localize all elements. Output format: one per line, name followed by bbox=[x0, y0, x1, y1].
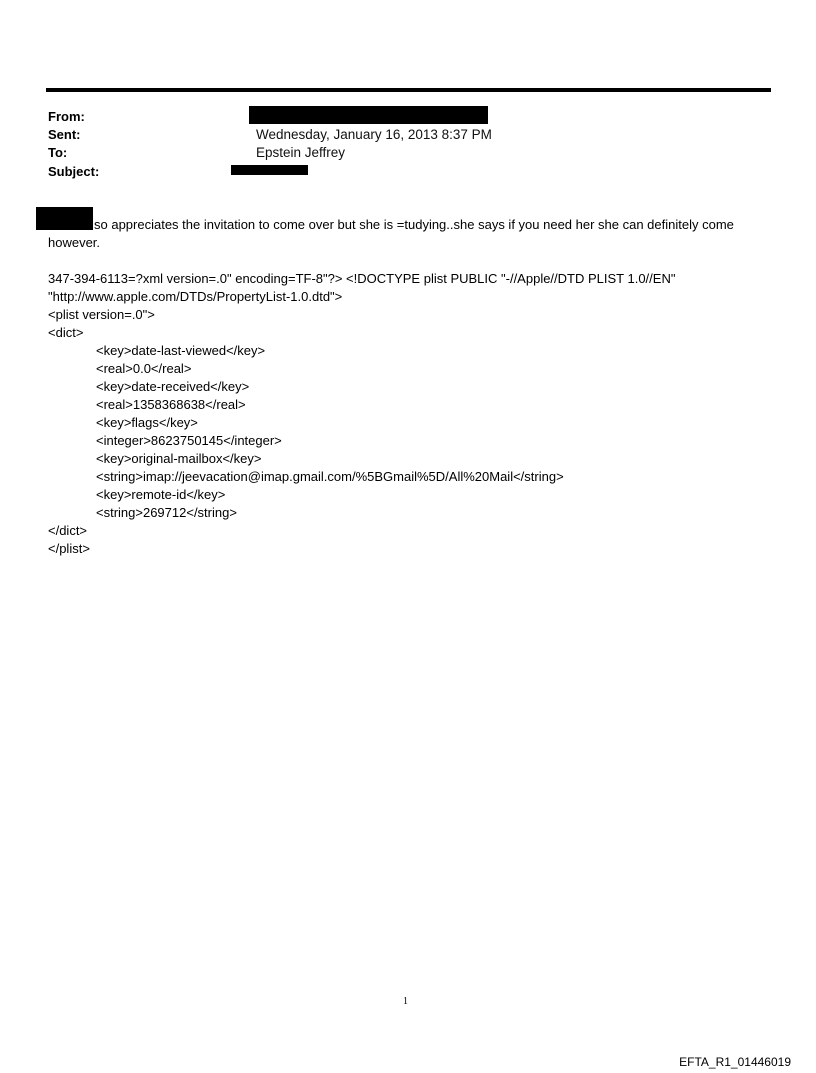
plist-line: </dict> bbox=[48, 523, 88, 538]
to-value: Epstein Jeffrey bbox=[256, 145, 346, 160]
plist-line: <string>269712</string> bbox=[96, 505, 237, 520]
plist-line: "http://www.apple.com/DTDs/PropertyList-1.0.dtd"> bbox=[48, 289, 343, 304]
to-label: To: bbox=[48, 145, 68, 160]
plist-line: <plist version=.0"> bbox=[48, 307, 155, 322]
sent-value: Wednesday, January 16, 2013 8:37 PM bbox=[256, 127, 492, 142]
plist-line: 347-394-6113=?xml version=.0" encoding=TF-8"?> <!DOCTYPE plist PUBLIC "-//Apple//DTD PLIST 1.0//EN" bbox=[48, 271, 676, 286]
from-redaction bbox=[249, 106, 488, 124]
plist-line: <key>remote-id</key> bbox=[96, 487, 226, 502]
document-id: EFTA_R1_01446019 bbox=[679, 1055, 791, 1069]
sent-label: Sent: bbox=[48, 127, 81, 142]
plist-line: <integer>8623750145</integer> bbox=[96, 433, 282, 448]
message-line-1: so appreciates the invitation to come over but she is =tudying..she says if you need her she can definitely come bbox=[94, 217, 734, 232]
page-number: 1 bbox=[403, 996, 408, 1007]
subject-redaction bbox=[231, 165, 308, 175]
plist-line: <key>date-last-viewed</key> bbox=[96, 343, 266, 358]
subject-label: Subject: bbox=[48, 164, 100, 179]
message-line-2: however. bbox=[48, 235, 101, 250]
plist-line: <key>date-received</key> bbox=[96, 379, 250, 394]
header-rule bbox=[46, 88, 771, 92]
plist-line: <string>imap://jeevacation@imap.gmail.com/%5BGmail%5D/All%20Mail</string> bbox=[96, 469, 564, 484]
from-label: From: bbox=[48, 109, 85, 124]
plist-line: <dict> bbox=[48, 325, 84, 340]
plist-line: <real>1358368638</real> bbox=[96, 397, 246, 412]
plist-line: <key>original-mailbox</key> bbox=[96, 451, 262, 466]
plist-line: <real>0.0</real> bbox=[96, 361, 192, 376]
plist-line: <key>flags</key> bbox=[96, 415, 198, 430]
name-redaction bbox=[36, 207, 93, 230]
plist-line: </plist> bbox=[48, 541, 90, 556]
